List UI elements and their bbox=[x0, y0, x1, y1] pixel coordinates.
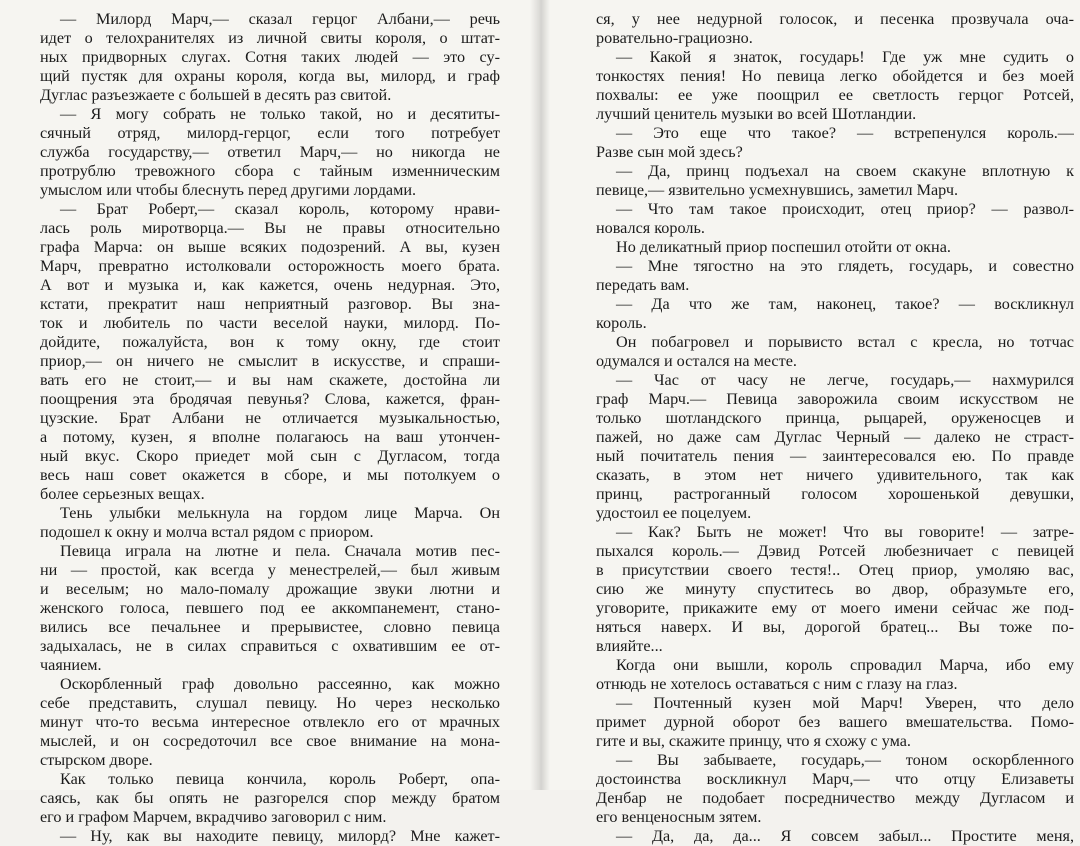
text-line: вились все печальнее и прерывистее, словно певица bbox=[40, 618, 500, 636]
text-line: лучший ценитель музыки во всей Шотландии. bbox=[596, 105, 917, 123]
text-line: сказать, в этом нет ничего удивительного, так как bbox=[596, 466, 1074, 484]
text-line: пажей, но даже сам Дуглас Черный — далеко не страст- bbox=[596, 428, 1074, 446]
text-line: достоинства воскликнул Марч,— что отцу Елизаветы bbox=[596, 770, 1074, 788]
text-line: идет о телохранителях из личной свиты короля, о штат- bbox=[40, 29, 500, 47]
text-line: женского голоса, певшего под ее аккомпанемент, стано- bbox=[40, 599, 500, 617]
text-line: цузские. Брат Албани не отличается музыкальностью, bbox=[40, 409, 500, 427]
text-line: Когда они вышли, король спровадил Марча, ибо ему bbox=[616, 656, 1074, 674]
text-line: — Вы забываете, государь,— тоном оскорбленного bbox=[616, 751, 1074, 769]
text-line: подошел к окну и молча встал рядом с приором. bbox=[40, 523, 374, 541]
text-line: удостоил ее поцелуем. bbox=[596, 504, 752, 522]
text-line: ток и любитель по части веселой науки, милорд. По- bbox=[40, 314, 500, 332]
text-line: тонкостях пения! Но певица легко обойдется и без моей bbox=[596, 67, 1074, 85]
text-line: отнюдь не хотелось оставаться с ним с глазу на глаз. bbox=[596, 675, 958, 693]
text-line: задыхалась, не в силах справиться с охватившим ее от- bbox=[40, 637, 500, 655]
text-line: Певица играла на лютне и пела. Сначала мотив пес- bbox=[60, 542, 500, 560]
text-line: графа Марча: он выше всяких подозрений. А вы, кузен bbox=[40, 238, 500, 256]
text-line: — Да, да, да... Я совсем забыл... Простите меня, bbox=[616, 827, 1074, 845]
text-line: Денбар не подобает посредничество между Дугласом и bbox=[596, 789, 1074, 807]
text-line: — Да что же там, наконец, такое? — воскликнул bbox=[616, 295, 1074, 313]
text-line: сию же минуту спуститесь во двор, образумьте его, bbox=[596, 580, 1074, 598]
text-line: новался король. bbox=[596, 219, 705, 237]
text-line: ных придворных слугах. Сотня таких людей — это су- bbox=[40, 48, 500, 66]
text-line: себе представить, слушал певицу. Но через несколько bbox=[40, 694, 500, 712]
text-line: — Ну, как вы находите певицу, милорд? Мне кажет- bbox=[60, 827, 500, 845]
text-line: — Я могу собрать не только такой, но и десятиты- bbox=[60, 105, 500, 123]
text-line: ся, у нее недурной голосок, и песенка прозвучала оча- bbox=[596, 10, 1074, 28]
text-line: умыслом или чтобы блеснуть перед другими лордами. bbox=[40, 181, 417, 199]
text-line: только шотландского принца, рыцарей, оруженосцев и bbox=[596, 409, 1074, 427]
text-line: Оскорбленный граф довольно рассеянно, как можно bbox=[60, 675, 500, 693]
text-line: — Какой я знаток, государь! Где уж мне судить о bbox=[616, 48, 1074, 66]
text-line: певице,— язвительно усмехнувшись, заметил Марч. bbox=[596, 181, 959, 199]
text-line: Марч, превратно истолковали осторожность моего брата. bbox=[40, 257, 500, 275]
text-line: — Милорд Марч,— сказал герцог Албани,— речь bbox=[60, 10, 500, 28]
text-line: и веселым; но мало-помалу дрожащие звуки лютни и bbox=[40, 580, 500, 598]
text-line: граф Марч.— Певица заворожила своим искусством не bbox=[596, 390, 1074, 408]
text-line: мыслей, и он сосредоточил все свое внимание на мона- bbox=[40, 732, 500, 750]
text-line: чаянием. bbox=[40, 656, 102, 674]
text-line: пыхался король.— Дэвид Ротсей любезничает с певицей bbox=[596, 542, 1074, 560]
text-line: Он побагровел и порывисто встал с кресла, но тотчас bbox=[616, 333, 1074, 351]
text-line: дойдите, пожалуйста, вон к тому окну, где стоит bbox=[40, 333, 500, 351]
text-line: приор,— он ничего не смыслит в искусстве, и спраши- bbox=[40, 352, 500, 370]
text-line: более серьезных вещах. bbox=[40, 485, 205, 503]
text-line: гите и вы, скажите принцу, что я схожу с ума. bbox=[596, 732, 911, 750]
right-page bbox=[540, 0, 1080, 845]
text-line: примет дурной оборот без вашего вмешательства. Помо- bbox=[596, 713, 1074, 731]
text-line: Но деликатный приор поспешил отойти от окна. bbox=[616, 238, 951, 256]
text-line: его и графом Марчем, вкрадчиво заговорил с ним. bbox=[40, 808, 387, 826]
book-gutter bbox=[530, 0, 550, 790]
text-line: ный вкус. Скоро приедет мой сын с Дугласом, тогда bbox=[40, 447, 500, 465]
text-line: сячный отряд, милорд-герцог, если того потребует bbox=[40, 124, 500, 142]
text-line: — Час от часу не легче, государь,— нахмурился bbox=[616, 371, 1074, 389]
text-line: — Почтенный кузен мой Марч! Уверен, что дело bbox=[616, 694, 1074, 712]
text-line: стырском дворе. bbox=[40, 751, 153, 769]
text-line: одумался и остался на месте. bbox=[596, 352, 797, 370]
text-line: поощрения эта бродячая певунья? Слова, кажется, фран- bbox=[40, 390, 500, 408]
text-line: саясь, как бы опять не разгорелся спор между братом bbox=[40, 789, 500, 807]
text-line: ровательно-грациозно. bbox=[596, 29, 753, 47]
text-line: — Да, принц подъехал на своем скакуне вплотную к bbox=[616, 162, 1074, 180]
text-line: влияйте... bbox=[596, 637, 663, 655]
text-line: няться наверх. И вы, дорогой братец... Вы тоже по- bbox=[596, 618, 1074, 636]
text-line: уговорите, прикажите ему от моего имени сейчас же под- bbox=[596, 599, 1074, 617]
left-page bbox=[0, 0, 540, 845]
text-line: лась роль миротворца.— Вы не правы относительно bbox=[40, 219, 500, 237]
text-line: кстати, прекратит наш неприятный разговор. Вы зна- bbox=[40, 295, 500, 313]
text-line: протрублю тревожного сбора с тайным изменническим bbox=[40, 162, 500, 180]
text-line: минут что-то весьма интересное отвлекло его от мрачных bbox=[40, 713, 500, 731]
text-line: вать его не стоит,— и вы нам скажете, достойна ли bbox=[40, 371, 500, 389]
text-line: Разве сын мой здесь? bbox=[596, 143, 743, 161]
text-line: в присутствии своего тестя!.. Отец приор, умоляю вас, bbox=[596, 561, 1074, 579]
text-line: — Брат Роберт,— сказал король, которому нрави- bbox=[60, 200, 500, 218]
text-line: служба государству,— ответил Марч,— но никогда не bbox=[40, 143, 500, 161]
text-line: — Как? Быть не может! Что вы говорите! — затре- bbox=[616, 523, 1074, 541]
text-line: — Мне тягостно на это глядеть, государь, и совестно bbox=[616, 257, 1074, 275]
text-line: Дуглас разъезжаете с большей в десять раз свитой. bbox=[40, 86, 392, 104]
text-line: передать вам. bbox=[596, 276, 690, 294]
text-line: Как только певица кончила, король Роберт, опа- bbox=[60, 770, 500, 788]
text-line: принц, растроганный голосом хорошенькой девушки, bbox=[596, 485, 1074, 503]
text-line: похвалы: ее уже поощрил ее светлость герцог Ротсей, bbox=[596, 86, 1074, 104]
text-line: — Что там такое происходит, отец приор? — развол- bbox=[616, 200, 1074, 218]
text-line: его венценосным зятем. bbox=[596, 808, 762, 826]
text-line: ный почитатель пения — заинтересовался ею. По правде bbox=[596, 447, 1074, 465]
text-line: — Это еще что такое? — встрепенулся король.— bbox=[616, 124, 1074, 142]
text-line: а потому, кузен, я вполне полагаюсь на ваш утончен- bbox=[40, 428, 500, 446]
text-line: ни — простой, как всегда у менестрелей,— был живым bbox=[40, 561, 500, 579]
text-line: А вот и музыка и, как кажется, очень недурная. Это, bbox=[40, 276, 500, 294]
text-line: король. bbox=[596, 314, 647, 332]
text-line: Тень улыбки мелькнула на гордом лице Марча. Он bbox=[60, 504, 500, 522]
text-line: щий пустяк для охраны короля, когда вы, милорд, и граф bbox=[40, 67, 500, 85]
text-line: весь наш совет окажется в сборе, и мы потолкуем о bbox=[40, 466, 500, 484]
